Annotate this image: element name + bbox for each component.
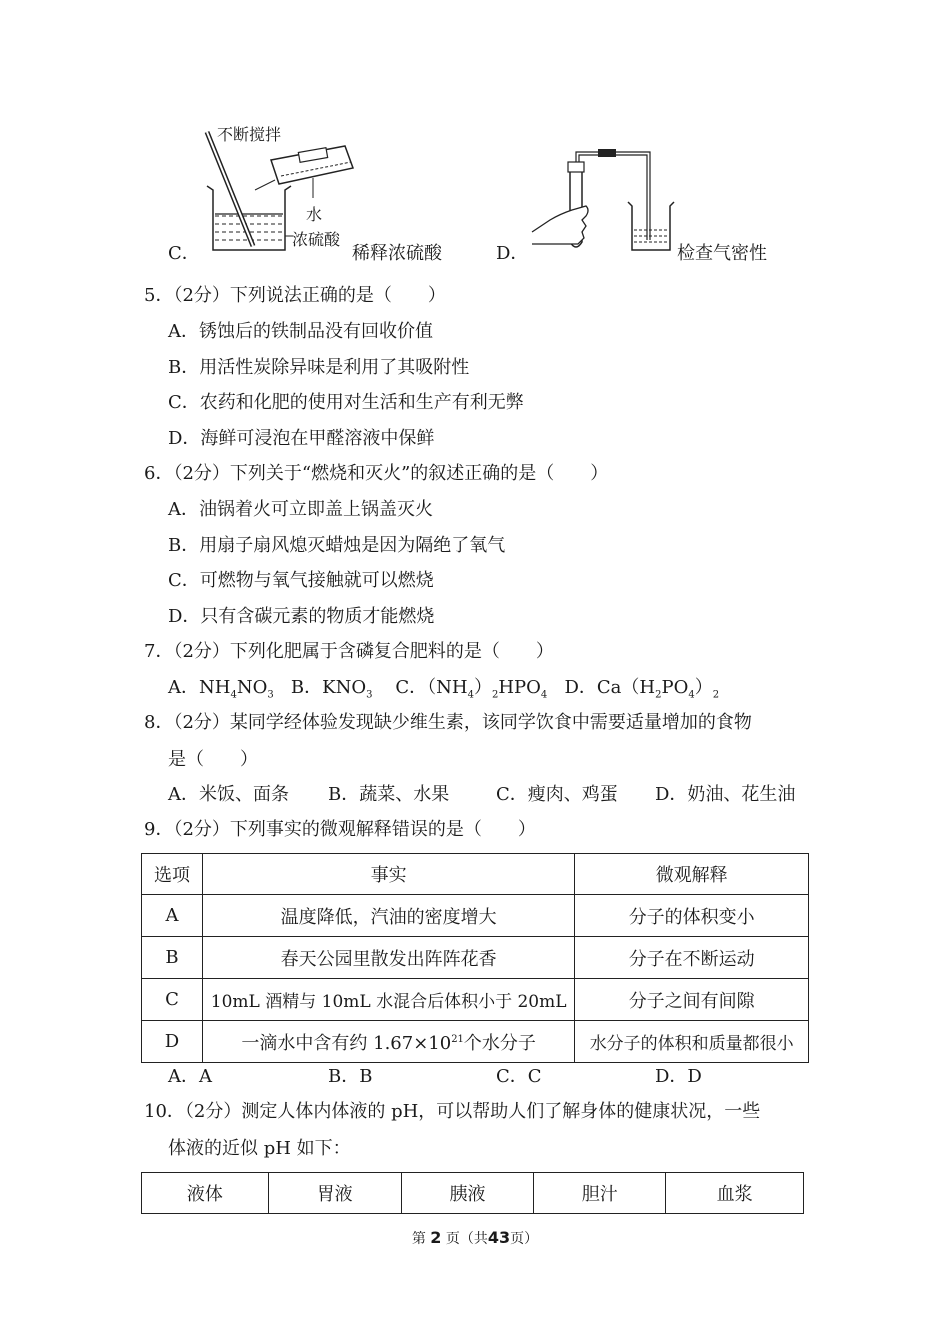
table-cell: A bbox=[142, 895, 203, 937]
q5-option-c: C．农药和化肥的使用对生活和生产有利无弊 bbox=[168, 392, 524, 413]
q4-option-c-letter: C． bbox=[168, 243, 200, 264]
q5-option-b: B．用活性炭除异味是利用了其吸附性 bbox=[168, 357, 470, 378]
q9-option-b: B．B bbox=[328, 1066, 373, 1087]
table-row bbox=[142, 1021, 809, 1063]
water-label: 水 bbox=[306, 205, 323, 224]
table-header-cell: 液体 bbox=[142, 1173, 269, 1214]
q8-option-b: B．蔬菜、水果 bbox=[328, 784, 450, 805]
q6-option-b: B．用扇子扇风熄灭蜡烛是因为隔绝了氧气 bbox=[168, 535, 506, 556]
table-cell: 一滴水中含有约 $1.67\times 10^{21}$个水分子 bbox=[202, 1021, 574, 1063]
acid-label: 浓硫酸 bbox=[292, 230, 341, 249]
airtightness-figure bbox=[530, 140, 678, 258]
table-row bbox=[142, 937, 809, 979]
q10-stem-line1: 10．（2分）测定人体内体液的 pH，可以帮助人们了解身体的健康状况，一些 bbox=[144, 1101, 761, 1122]
q4-option-d-caption: 检查气密性 bbox=[677, 243, 767, 264]
q10-stem-line2: 体液的近似 pH 如下： bbox=[168, 1138, 351, 1159]
table-row bbox=[142, 979, 809, 1021]
table-cell: D bbox=[142, 1021, 203, 1063]
table-header-cell: 胰液 bbox=[401, 1173, 534, 1214]
table-cell: C bbox=[142, 979, 203, 1021]
table-cell: 分子之间有间隙 bbox=[575, 979, 809, 1021]
table-header-row bbox=[142, 854, 809, 895]
q6-option-a: A．油锅着火可立即盖上锅盖灭火 bbox=[168, 499, 433, 520]
table-header-cell: 微观解释 bbox=[575, 854, 809, 895]
table-cell: 10mL 酒精与 10mL 水混合后体积小于 20mL bbox=[202, 979, 574, 1021]
q7-option-a: A．$NH_4NO_3$ bbox=[168, 677, 274, 701]
total-pages: 43 bbox=[487, 1228, 511, 1247]
q8-option-c: C．瘦肉、鸡蛋 bbox=[496, 784, 618, 805]
q10-table bbox=[141, 1172, 804, 1214]
q8-option-a: A．米饭、面条 bbox=[168, 784, 289, 805]
table-row bbox=[142, 895, 809, 937]
q7-stem: 7．（2分）下列化肥属于含磷复合肥料的是（ ） bbox=[144, 641, 554, 662]
table-header-cell: 选项 bbox=[142, 854, 203, 895]
q4-option-d-letter: D． bbox=[496, 243, 529, 264]
table-header-cell: 血浆 bbox=[666, 1173, 804, 1214]
stir-label: 不断搅拌 bbox=[217, 125, 282, 144]
q5-option-a: A．锈蚀后的铁制品没有回收价值 bbox=[168, 321, 433, 342]
table-cell: 分子的体积变小 bbox=[575, 895, 809, 937]
q6-stem: 6．（2分）下列关于“燃烧和灭火”的叙述正确的是（ ） bbox=[144, 463, 609, 484]
q7-options bbox=[168, 676, 719, 708]
table-header-cell: 事实 bbox=[202, 854, 574, 895]
q6-option-d: D．只有含碳元素的物质才能燃烧 bbox=[168, 606, 435, 627]
table-cell: B bbox=[142, 937, 203, 979]
table-cell: 春天公园里散发出阵阵花香 bbox=[202, 937, 574, 979]
q9-stem: 9．（2分）下列事实的微观解释错误的是（ ） bbox=[144, 819, 536, 840]
table-header-cell: 胆汁 bbox=[534, 1173, 666, 1214]
q8-stem-line2: 是（ ） bbox=[168, 749, 258, 770]
table-cell: 水分子的体积和质量都很小 bbox=[575, 1021, 809, 1063]
q5-stem: 5．（2分）下列说法正确的是（ ） bbox=[144, 285, 446, 306]
table-header-cell: 胃液 bbox=[268, 1173, 401, 1214]
q9-option-d: D．D bbox=[655, 1066, 702, 1087]
q9-option-c: C．C bbox=[496, 1066, 542, 1087]
q7-option-d: D．$Ca(H_2PO_4)_2$ bbox=[564, 677, 720, 701]
q6-option-c: C．可燃物与氧气接触就可以燃烧 bbox=[168, 570, 434, 591]
q7-option-c: C．$(NH_4)_2HPO_4$ bbox=[395, 677, 548, 701]
q8-option-d: D．奶油、花生油 bbox=[655, 784, 796, 805]
q9-table bbox=[141, 853, 809, 1063]
page-number: 2 bbox=[430, 1228, 442, 1247]
page-footer: 第 2 页（共43页） bbox=[411, 1228, 539, 1247]
q4-option-c-caption: 稀释浓硫酸 bbox=[352, 243, 442, 264]
table-cell: 温度降低，汽油的密度增大 bbox=[202, 895, 574, 937]
q7-option-b: B．$KNO_3$ bbox=[290, 677, 373, 701]
table-cell: 分子在不断运动 bbox=[575, 937, 809, 979]
table-header-row bbox=[142, 1173, 804, 1214]
q8-stem-line1: 8．（2分）某同学经体验发现缺少维生素，该同学饮食中需要适量增加的食物 bbox=[144, 712, 752, 733]
q9-option-a: A．A bbox=[168, 1066, 212, 1087]
q5-option-d: D．海鲜可浸泡在甲醛溶液中保鲜 bbox=[168, 428, 435, 449]
